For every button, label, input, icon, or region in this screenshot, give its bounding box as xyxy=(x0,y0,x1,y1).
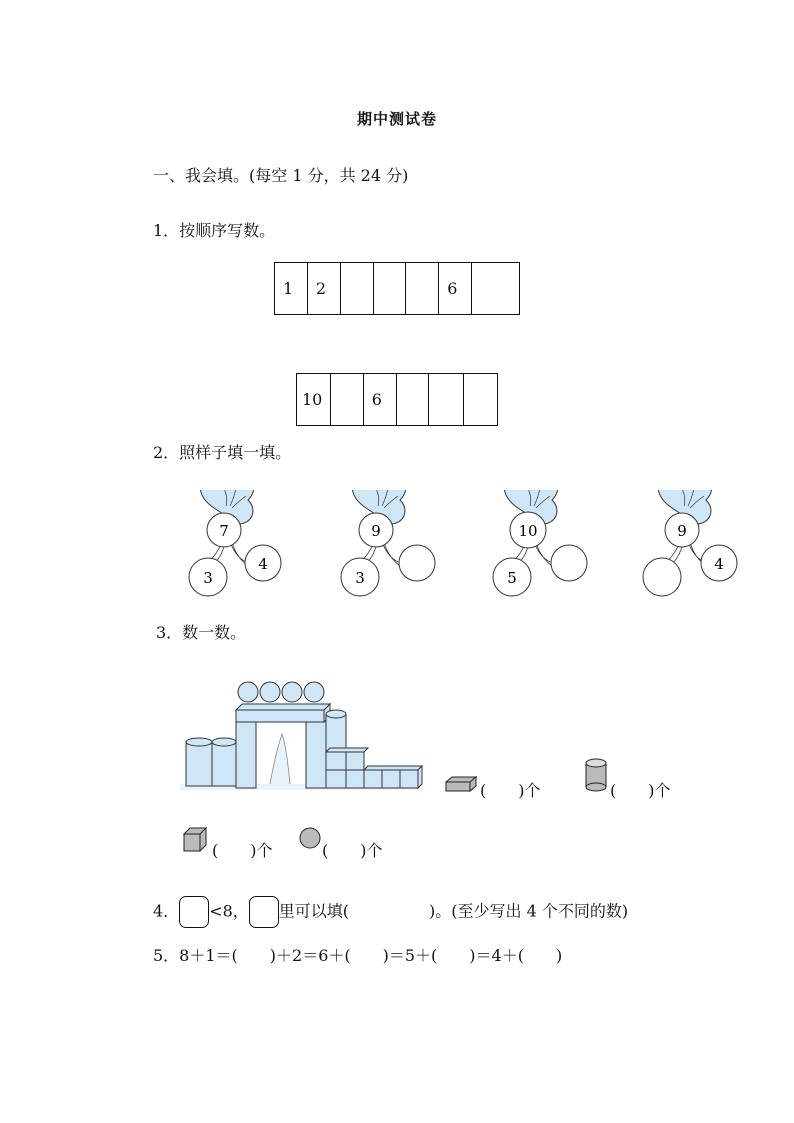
sequence-row-2 xyxy=(296,373,498,426)
page-title: 期中测试卷 xyxy=(356,110,437,128)
seq-cell[interactable] xyxy=(429,374,464,426)
number-flowers xyxy=(0,490,794,610)
answer-box[interactable] xyxy=(179,896,209,928)
flower-top-number: 9 xyxy=(677,522,687,540)
seq-cell[interactable]: 6 xyxy=(363,374,396,426)
question-1-label: 1．按顺序写数。 xyxy=(153,221,276,240)
flower-left-number: 3 xyxy=(203,569,213,587)
section-heading: 一、我会填。(每空 1 分，共 24 分) xyxy=(153,166,409,185)
flower-right-number: 4 xyxy=(714,555,724,573)
sphere-icon xyxy=(298,826,322,850)
seq-cell[interactable] xyxy=(373,263,406,315)
flower-left-number: 3 xyxy=(355,569,365,587)
sphere-count-blank[interactable]: ( )个 xyxy=(322,841,383,860)
seq-cell[interactable] xyxy=(464,374,498,426)
seq-cell[interactable]: 1 xyxy=(275,263,308,315)
question-4-inequality: <8， xyxy=(209,901,249,921)
flower-left-circle xyxy=(643,558,681,596)
cylinder-count-blank[interactable]: ( )个 xyxy=(610,781,671,800)
block-building-picture xyxy=(178,672,428,796)
flower-right-circle xyxy=(551,545,587,581)
cuboid-count-blank[interactable]: ( )个 xyxy=(480,781,541,800)
seq-cell[interactable] xyxy=(472,263,520,315)
question-3-label: 3．数一数。 xyxy=(156,623,247,642)
seq-cell[interactable] xyxy=(330,374,363,426)
question-5[interactable]: 5．8＋1＝( )＋2＝6＋( )＝5＋( )＝4＋( ) xyxy=(153,946,563,965)
flower-top-number: 9 xyxy=(371,522,381,540)
flower-top-number: 10 xyxy=(518,522,538,540)
sequence-row-1 xyxy=(274,262,520,315)
flower-right-circle xyxy=(399,545,435,581)
flower-1 xyxy=(189,490,281,596)
seq-cell[interactable]: 10 xyxy=(297,374,331,426)
question-4 xyxy=(153,896,628,928)
flower-right-number: 4 xyxy=(258,555,268,573)
cuboid-icon xyxy=(444,774,478,794)
flower-3 xyxy=(493,490,587,596)
cube-icon xyxy=(182,826,208,854)
question-4-number: 4． xyxy=(153,901,180,921)
flower-4 xyxy=(643,490,737,596)
seq-cell[interactable]: 2 xyxy=(307,263,340,315)
seq-cell[interactable]: 6 xyxy=(439,263,472,315)
question-4-tail: 里可以填( )。(至少写出 4 个不同的数) xyxy=(278,901,629,921)
flower-top-number: 7 xyxy=(219,522,229,540)
flower-left-number: 5 xyxy=(507,569,517,587)
cube-count-blank[interactable]: ( )个 xyxy=(212,841,273,860)
seq-cell[interactable] xyxy=(340,263,373,315)
seq-cell[interactable] xyxy=(396,374,429,426)
seq-cell[interactable] xyxy=(406,263,439,315)
flower-2 xyxy=(341,490,435,596)
cylinder-icon xyxy=(584,758,608,792)
question-2-label: 2．照样子填一填。 xyxy=(153,443,292,462)
answer-box[interactable] xyxy=(249,896,279,928)
